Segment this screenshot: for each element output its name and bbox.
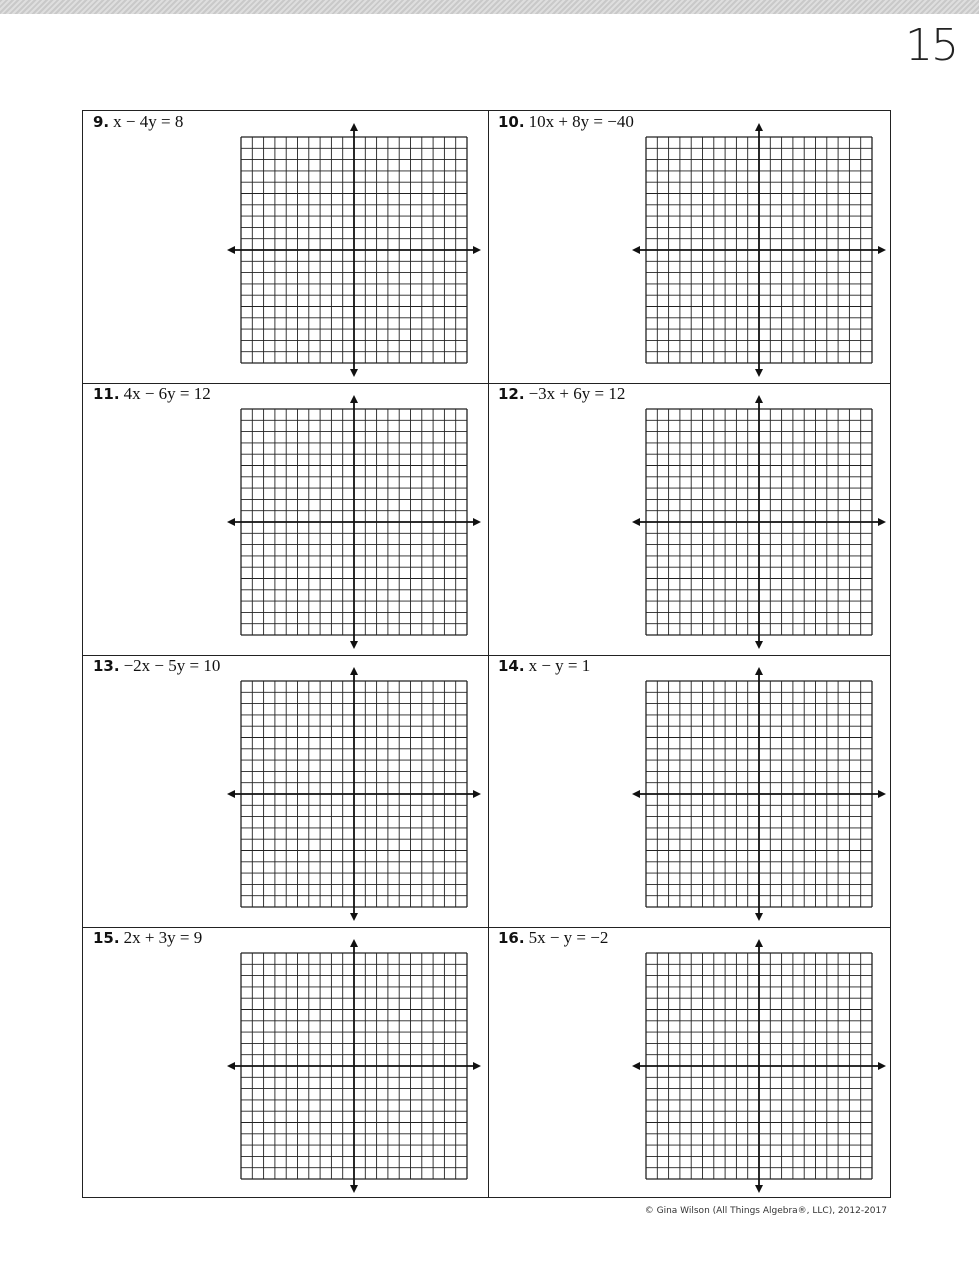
- scan-top-band: [0, 0, 979, 14]
- x-axis-right-arrow: [878, 1062, 886, 1070]
- y-axis-up-arrow: [755, 395, 763, 403]
- x-axis-right-arrow: [473, 1062, 481, 1070]
- y-axis-down-arrow: [755, 369, 763, 377]
- y-axis-up-arrow: [755, 667, 763, 675]
- y-axis-up-arrow: [350, 939, 358, 947]
- coordinate-grid[interactable]: [488, 111, 892, 383]
- y-axis-up-arrow: [350, 667, 358, 675]
- coordinate-grid[interactable]: [488, 655, 892, 927]
- coordinate-grid[interactable]: [83, 383, 487, 655]
- x-axis-left-arrow: [227, 246, 235, 254]
- y-axis-down-arrow: [755, 641, 763, 649]
- x-axis-left-arrow: [227, 518, 235, 526]
- x-axis-left-arrow: [632, 790, 640, 798]
- problem-number: 12.: [498, 385, 525, 403]
- equation-text: −2x − 5y = 10: [123, 656, 221, 675]
- x-axis-right-arrow: [878, 790, 886, 798]
- page-number: 15: [905, 20, 957, 71]
- coordinate-grid[interactable]: [83, 655, 487, 927]
- problem-cell-10: [488, 111, 892, 383]
- problem-number: 15.: [93, 929, 120, 947]
- y-axis-down-arrow: [350, 369, 358, 377]
- problem-cell-14: [488, 655, 892, 927]
- equation-text: 2x + 3y = 9: [123, 928, 203, 947]
- problem-number: 13.: [93, 657, 120, 675]
- coordinate-grid[interactable]: [488, 927, 892, 1199]
- y-axis-up-arrow: [755, 939, 763, 947]
- worksheet-table: [82, 110, 891, 1198]
- x-axis-right-arrow: [473, 790, 481, 798]
- y-axis-down-arrow: [350, 641, 358, 649]
- x-axis-left-arrow: [632, 246, 640, 254]
- y-axis-down-arrow: [755, 913, 763, 921]
- coordinate-grid[interactable]: [83, 927, 487, 1199]
- problem-cell-9: [83, 111, 487, 383]
- copyright-footer: © Gina Wilson (All Things Algebra®, LLC), 2012-2017: [644, 1206, 887, 1216]
- problem-number: 11.: [93, 385, 120, 403]
- x-axis-left-arrow: [227, 1062, 235, 1070]
- equation-text: 5x − y = −2: [528, 928, 609, 947]
- y-axis-down-arrow: [350, 1185, 358, 1193]
- x-axis-right-arrow: [878, 518, 886, 526]
- problem-cell-15: [83, 927, 487, 1199]
- y-axis-down-arrow: [350, 913, 358, 921]
- coordinate-grid[interactable]: [488, 383, 892, 655]
- y-axis-up-arrow: [350, 123, 358, 131]
- equation-text: x − y = 1: [528, 656, 591, 675]
- problem-cell-11: [83, 383, 487, 655]
- problem-number: 9.: [93, 113, 110, 131]
- x-axis-left-arrow: [632, 1062, 640, 1070]
- x-axis-right-arrow: [473, 518, 481, 526]
- x-axis-right-arrow: [878, 246, 886, 254]
- equation-text: −3x + 6y = 12: [528, 384, 626, 403]
- problem-number: 14.: [498, 657, 525, 675]
- y-axis-down-arrow: [755, 1185, 763, 1193]
- equation-text: x − 4y = 8: [113, 112, 184, 131]
- coordinate-grid[interactable]: [83, 111, 487, 383]
- x-axis-left-arrow: [227, 790, 235, 798]
- problem-cell-13: [83, 655, 487, 927]
- x-axis-left-arrow: [632, 518, 640, 526]
- problem-cell-12: [488, 383, 892, 655]
- problem-number: 16.: [498, 929, 525, 947]
- equation-text: 4x − 6y = 12: [123, 384, 211, 403]
- y-axis-up-arrow: [755, 123, 763, 131]
- equation-text: 10x + 8y = −40: [528, 112, 634, 131]
- x-axis-right-arrow: [473, 246, 481, 254]
- problem-cell-16: [488, 927, 892, 1199]
- problem-number: 10.: [498, 113, 525, 131]
- y-axis-up-arrow: [350, 395, 358, 403]
